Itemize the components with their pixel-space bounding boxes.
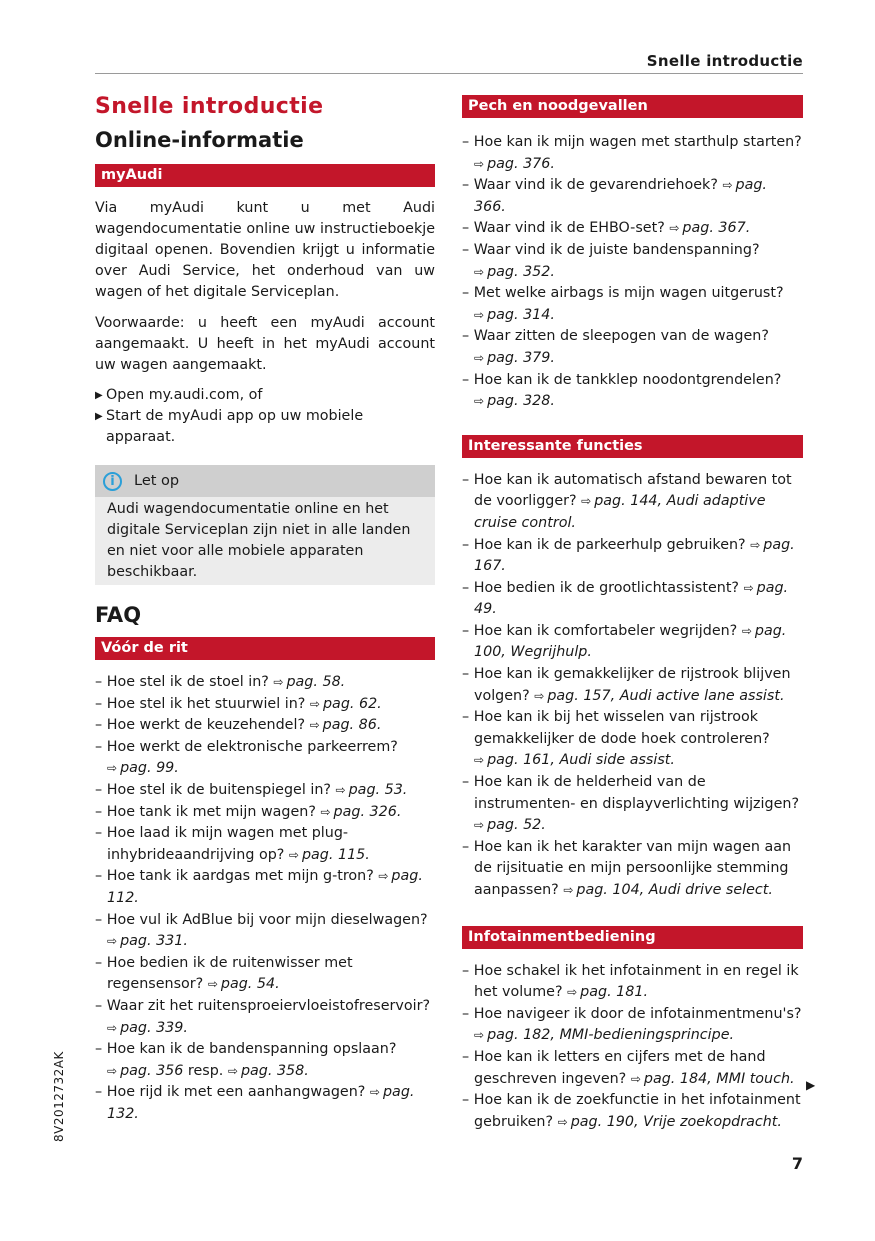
faq-question: Hoe kan ik letters en cijfers met de hand geschreven ingeven? (473, 1048, 766, 1087)
page-reference[interactable]: pag. 167. (474, 536, 795, 575)
page-reference-arrow-icon: ⇨ (288, 847, 299, 862)
faq-question: Waar vind ik de EHBO-set? (473, 220, 665, 237)
header-rule (95, 73, 803, 74)
page-reference[interactable]: pag. 115. (301, 846, 370, 863)
page-reference[interactable]: pag. 339. (120, 1019, 188, 1036)
faq-item: – Waar vind ik de gevarendriehoek? ⇨ pag. 366. (462, 177, 767, 215)
page-reference-arrow-icon: ⇨ (669, 221, 680, 236)
page-reference-arrow-icon: ⇨ (741, 623, 752, 638)
page-reference-arrow-icon: ⇨ (309, 696, 320, 711)
pech-heading: Pech en noodgevallen (462, 95, 803, 118)
page-reference[interactable]: pag. 49. (474, 579, 789, 618)
functies-heading: Interessante functies (462, 435, 803, 458)
page-reference[interactable]: pag. 331. (120, 933, 188, 950)
page-reference[interactable]: pag. 100, Wegrijhulp. (474, 622, 787, 661)
faq-item: – Waar vind ik de EHBO-set? ⇨ pag. 367. (462, 220, 751, 237)
faq-question: Waar vind ik de gevarendriehoek? (473, 177, 718, 194)
page-number: 7 (791, 1154, 803, 1173)
note-title: Let op (134, 473, 180, 489)
page-reference-arrow-icon: ⇨ (743, 580, 754, 595)
page-reference[interactable]: pag. 358. (240, 1062, 309, 1079)
faq-item: – Hoe vul ik AdBlue bij voor mijn dieselwagen? ⇨ pag. 331. (95, 911, 428, 950)
page-reference[interactable]: pag. 99. (120, 760, 179, 777)
page-reference-arrow-icon: ⇨ (474, 307, 485, 322)
page-reference-arrow-icon: ⇨ (630, 1071, 641, 1086)
page-reference-arrow-icon: ⇨ (474, 753, 485, 768)
faq-item: – Hoe kan ik bij het wisselen van rijstrook gemakkelijker de dode hoek controleren? ⇨ pag. 161, Audi side assist. (462, 709, 770, 769)
page-reference[interactable]: pag. 376. (487, 155, 555, 172)
faq-item: – Met welke airbags is mijn wagen uitgerust? ⇨ pag. 314. (462, 285, 784, 323)
faq-question: Waar zitten de sleepogen van de wagen? (473, 328, 769, 345)
faq-item: – Waar vind ik de juiste bandenspanning? ⇨ pag. 352. (462, 241, 760, 280)
faq-question: Hoe kan ik gemakkelijker de rijstrook blijven volgen? (473, 666, 791, 704)
faq-item: – Hoe kan ik de helderheid van de instrumenten- en displayverlichting wijzigen? ⇨ pag. 52. (462, 774, 800, 834)
faq-item: – Hoe kan ik gemakkelijker de rijstrook blijven volgen? ⇨ pag. 157, Audi active lane assist. (462, 666, 791, 704)
myaudi-heading: myAudi (95, 164, 435, 187)
page-reference[interactable]: pag. 132. (107, 1084, 415, 1122)
faq-question: Met welke airbags is mijn wagen uitgerust? (473, 285, 784, 302)
faq-question: Hoe vul ik AdBlue bij voor mijn dieselwagen? (106, 911, 428, 928)
page-reference-arrow-icon: ⇨ (534, 688, 545, 703)
right-column (462, 94, 803, 1133)
page-reference-arrow-icon: ⇨ (474, 1028, 485, 1043)
page-reference[interactable]: pag. 52. (487, 817, 546, 834)
faq-item: – Hoe bedien ik de grootlichtassistent? ⇨ pag. 49. (462, 579, 789, 618)
page-reference-arrow-icon: ⇨ (474, 264, 485, 279)
faq-question: Hoe kan ik bij het wisselen van rijstrook gemakkelijker de dode hoek controleren? (473, 709, 770, 747)
page-reference-arrow-icon: ⇨ (107, 761, 118, 776)
faq-question: Hoe stel ik de stoel in? (106, 674, 269, 690)
reference-separator: resp. (183, 1062, 228, 1079)
page-reference[interactable]: pag. 352. (487, 263, 555, 280)
page-reference-arrow-icon: ⇨ (227, 1063, 238, 1078)
faq-item: – Hoe kan ik mijn wagen met starthulp starten? ⇨ pag. 376. (462, 134, 802, 172)
page-reference-arrow-icon: ⇨ (722, 178, 733, 193)
page-reference-arrow-icon: ⇨ (335, 782, 346, 797)
running-head: Snelle introductie (646, 52, 803, 70)
page-reference-arrow-icon: ⇨ (474, 394, 485, 409)
left-column (95, 94, 435, 1125)
page-reference-arrow-icon: ⇨ (378, 869, 389, 884)
faq-question: Hoe tank ik aardgas met mijn g-tron? (106, 868, 374, 885)
page-reference[interactable]: pag. 328. (487, 393, 555, 410)
list-item: ▶ Start de myAudi app op uw mobiele apparaat. (95, 408, 364, 445)
faq-item: – Hoe laad ik mijn wagen met plug-inhybrideaandrijving op? ⇨ pag. 115. (95, 825, 370, 863)
faq-item: – Hoe kan ik de bandenspanning opslaan? ⇨ pag. 356 resp. ⇨ pag. 358. (95, 1041, 397, 1079)
page-reference[interactable]: pag. 144, Audi adaptive cruise control. (474, 493, 766, 531)
faq-question: Hoe schakel ik het infotainment in en regel ik het volume? (473, 962, 799, 1001)
faq-question: Hoe kan ik de helderheid van de instrumenten- en displayverlichting wijzigen? (473, 774, 800, 812)
page-reference[interactable]: pag. 62. (322, 695, 382, 712)
faq-question: Hoe kan ik mijn wagen met starthulp starten? (473, 134, 802, 150)
faq-item: – Hoe kan ik de tankklep noodontgrendelen? ⇨ pag. 328. (462, 371, 782, 410)
faq-item: – Hoe rijd ik met een aanhangwagen? ⇨ pag. 132. (95, 1084, 415, 1122)
faq-question: Hoe stel ik het stuurwiel in? (106, 695, 306, 712)
page-reference[interactable]: pag. 314. (487, 306, 555, 323)
faq-question: Hoe kan ik comfortabeler wegrijden? (473, 622, 738, 639)
page-reference[interactable]: pag. 367. (682, 220, 751, 237)
faq-question: Hoe tank ik met mijn wagen? (106, 803, 316, 820)
myaudi-paragraph-1: Via myAudi kunt u met Audi wagendocumentatie online uw instructieboekje digitaal openen. Bovendien krijgt u informatie over Audi Service, het onderhoud van uw wagen of het digitale Serviceplan. (95, 200, 435, 300)
page-reference-arrow-icon: ⇨ (567, 985, 578, 1000)
page-reference-arrow-icon: ⇨ (557, 1114, 568, 1129)
faq-question: Hoe rijd ik met een aanhangwagen? (106, 1084, 366, 1101)
faq-question: Waar vind ik de juiste bandenspanning? (473, 241, 760, 258)
faq-question: Hoe werkt de elektronische parkeerrem? (106, 738, 398, 755)
faq-item: – Waar zitten de sleepogen van de wagen? ⇨ pag. 379. (462, 328, 769, 366)
faq-question: Hoe kan ik het karakter van mijn wagen aan de rijsituatie en mijn persoonlijke stemming aanpassen? (473, 838, 792, 898)
faq-question: Hoe bedien ik de grootlichtassistent? (473, 579, 740, 596)
faq-item: – Waar zit het ruitensproeiervloeistofreservoir? ⇨ pag. 339. (95, 997, 431, 1036)
faq-question: Hoe kan ik de parkeerhulp gebruiken? (473, 536, 746, 553)
faq-item: – Hoe kan ik het karakter van mijn wagen aan de rijsituatie en mijn persoonlijke stemming aanpassen? ⇨ pag. 104, Audi drive select. (462, 838, 792, 898)
faq-item: – Hoe tank ik met mijn wagen? ⇨ pag. 326. (95, 803, 402, 820)
page-reference[interactable]: pag. 181. (580, 984, 649, 1001)
page-reference-arrow-icon: ⇨ (563, 883, 574, 897)
faq-item: – Hoe werkt de elektronische parkeerrem? ⇨ pag. 99. (95, 738, 398, 777)
bullet-arrow-icon: ▶ (95, 390, 103, 401)
page-reference[interactable]: pag. 54. (220, 976, 280, 993)
infotainment-list (462, 961, 803, 1134)
faq-question: Hoe werkt de keuzehendel? (106, 717, 306, 734)
page-reference[interactable]: pag. 53. (348, 781, 408, 798)
page-reference[interactable]: pag. 86. (322, 717, 382, 734)
page-reference-arrow-icon: ⇨ (750, 537, 761, 552)
faq-item: – Hoe kan ik automatisch afstand bewaren tot de voorligger? ⇨ pag. 144, Audi adaptive cruise control. (462, 471, 792, 531)
section-title: Online-informatie (95, 128, 304, 152)
faq-question: Hoe bedien ik de ruitenwisser met regensensor? (106, 954, 353, 993)
faq-item: – Hoe stel ik de stoel in? ⇨ pag. 58. (95, 674, 346, 690)
page-reference-arrow-icon: ⇨ (273, 675, 284, 689)
voor-de-rit-list (95, 672, 435, 1125)
faq-question: Hoe kan ik automatisch afstand bewaren tot de voorligger? (473, 471, 792, 510)
faq-question: Hoe kan ik de zoekfunctie in het infotainment gebruiken? (473, 1092, 801, 1130)
faq-question: Hoe navigeer ik door de infotainmentmenu's? (473, 1005, 802, 1022)
page-reference[interactable]: pag. 161, Audi side assist. (487, 752, 675, 769)
page-reference-arrow-icon: ⇨ (107, 1063, 118, 1078)
bullet-arrow-icon: ▶ (95, 411, 103, 422)
note-header (95, 465, 435, 497)
page-reference[interactable]: pag. 182, MMI-bedieningsprincipe. (487, 1027, 735, 1044)
faq-item: – Hoe kan ik comfortabeler wegrijden? ⇨ pag. 100, Wegrijhulp. (462, 622, 787, 661)
page-reference[interactable]: pag. 157, Audi active lane assist. (547, 687, 785, 704)
faq-question: Hoe kan ik de tankklep noodontgrendelen? (473, 371, 782, 388)
page-reference-arrow-icon: ⇨ (107, 1020, 118, 1035)
page-reference[interactable]: pag. 366. (474, 177, 767, 215)
page-reference[interactable]: pag. 104, Audi drive select. (576, 882, 773, 898)
myaudi-steps (95, 385, 435, 448)
faq-question: Hoe laad ik mijn wagen met plug-inhybrideaandrijving op? (106, 825, 349, 863)
page-reference[interactable]: pag. 190, Vrije zoekopdracht. (570, 1113, 782, 1130)
faq-item: – Hoe stel ik het stuurwiel in? ⇨ pag. 62. (95, 695, 382, 712)
faq-title: FAQ (95, 603, 142, 627)
page-reference-arrow-icon: ⇨ (309, 718, 320, 733)
page-reference-arrow-icon: ⇨ (320, 804, 331, 819)
pech-list (462, 132, 803, 413)
page-reference-arrow-icon: ⇨ (369, 1085, 380, 1100)
infotainment-heading: Infotainmentbediening (462, 926, 803, 949)
faq-item: – Hoe navigeer ik door de infotainmentmenu's? ⇨ pag. 182, MMI-bedieningsprincipe. (462, 1005, 802, 1044)
note-box (95, 465, 435, 585)
page-reference[interactable]: pag. 326. (333, 803, 402, 820)
page-reference[interactable]: pag. 184, MMI touch. (643, 1070, 795, 1087)
faq-item: – Hoe werkt de keuzehendel? ⇨ pag. 86. (95, 717, 382, 734)
faq-item: – Hoe kan ik de zoekfunctie in het infotainment gebruiken? ⇨ pag. 190, Vrije zoekopdracht. (462, 1092, 801, 1130)
voor-de-rit-heading: Vóór de rit (95, 637, 435, 660)
faq-question: Hoe kan ik de bandenspanning opslaan? (106, 1041, 397, 1058)
page-reference-arrow-icon: ⇨ (474, 818, 485, 833)
faq-item: – Hoe bedien ik de ruitenwisser met regensensor? ⇨ pag. 54. (95, 954, 353, 993)
faq-item: – Hoe kan ik letters en cijfers met de hand geschreven ingeven? ⇨ pag. 184, MMI touch. (462, 1048, 795, 1087)
document-code: 8V2012732AK (52, 1051, 66, 1142)
page-reference[interactable]: pag. 379. (487, 349, 555, 366)
faq-item: – Hoe tank ik aardgas met mijn g-tron? ⇨ pag. 112. (95, 868, 423, 906)
chapter-title: Snelle introductie (95, 94, 324, 119)
myaudi-paragraph-2: Voorwaarde: u heeft een myAudi account aangemaakt. U heeft in het myAudi account uw wagen aangemaakt. (95, 315, 435, 373)
continue-arrow-icon: ▶ (806, 1078, 816, 1092)
page-reference[interactable]: pag. 112. (107, 868, 423, 906)
page-reference-arrow-icon: ⇨ (474, 350, 485, 365)
list-item: ▶ Open my.audi.com, of (95, 385, 435, 406)
functies-list (462, 470, 803, 902)
faq-question: Waar zit het ruitensproeiervloeistofreservoir? (106, 997, 431, 1014)
faq-item: – Hoe kan ik de parkeerhulp gebruiken? ⇨ pag. 167. (462, 536, 795, 575)
info-icon: i (103, 472, 122, 491)
faq-item: – Hoe schakel ik het infotainment in en regel ik het volume? ⇨ pag. 181. (462, 962, 799, 1001)
page-reference-arrow-icon: ⇨ (581, 494, 592, 509)
page-reference[interactable]: pag. 356 (120, 1062, 184, 1079)
faq-question: Hoe stel ik de buitenspiegel in? (106, 781, 331, 798)
page-reference-arrow-icon: ⇨ (474, 156, 485, 171)
faq-item: – Hoe stel ik de buitenspiegel in? ⇨ pag. 53. (95, 781, 408, 798)
page-reference-arrow-icon: ⇨ (107, 934, 118, 949)
page-reference-arrow-icon: ⇨ (207, 977, 218, 992)
page-reference[interactable]: pag. 58. (286, 674, 346, 690)
note-text: Audi wagendocumentatie online en het digitale Serviceplan zijn niet in alle landen en niet voor alle mobiele apparaten beschikbaar. (95, 497, 435, 585)
